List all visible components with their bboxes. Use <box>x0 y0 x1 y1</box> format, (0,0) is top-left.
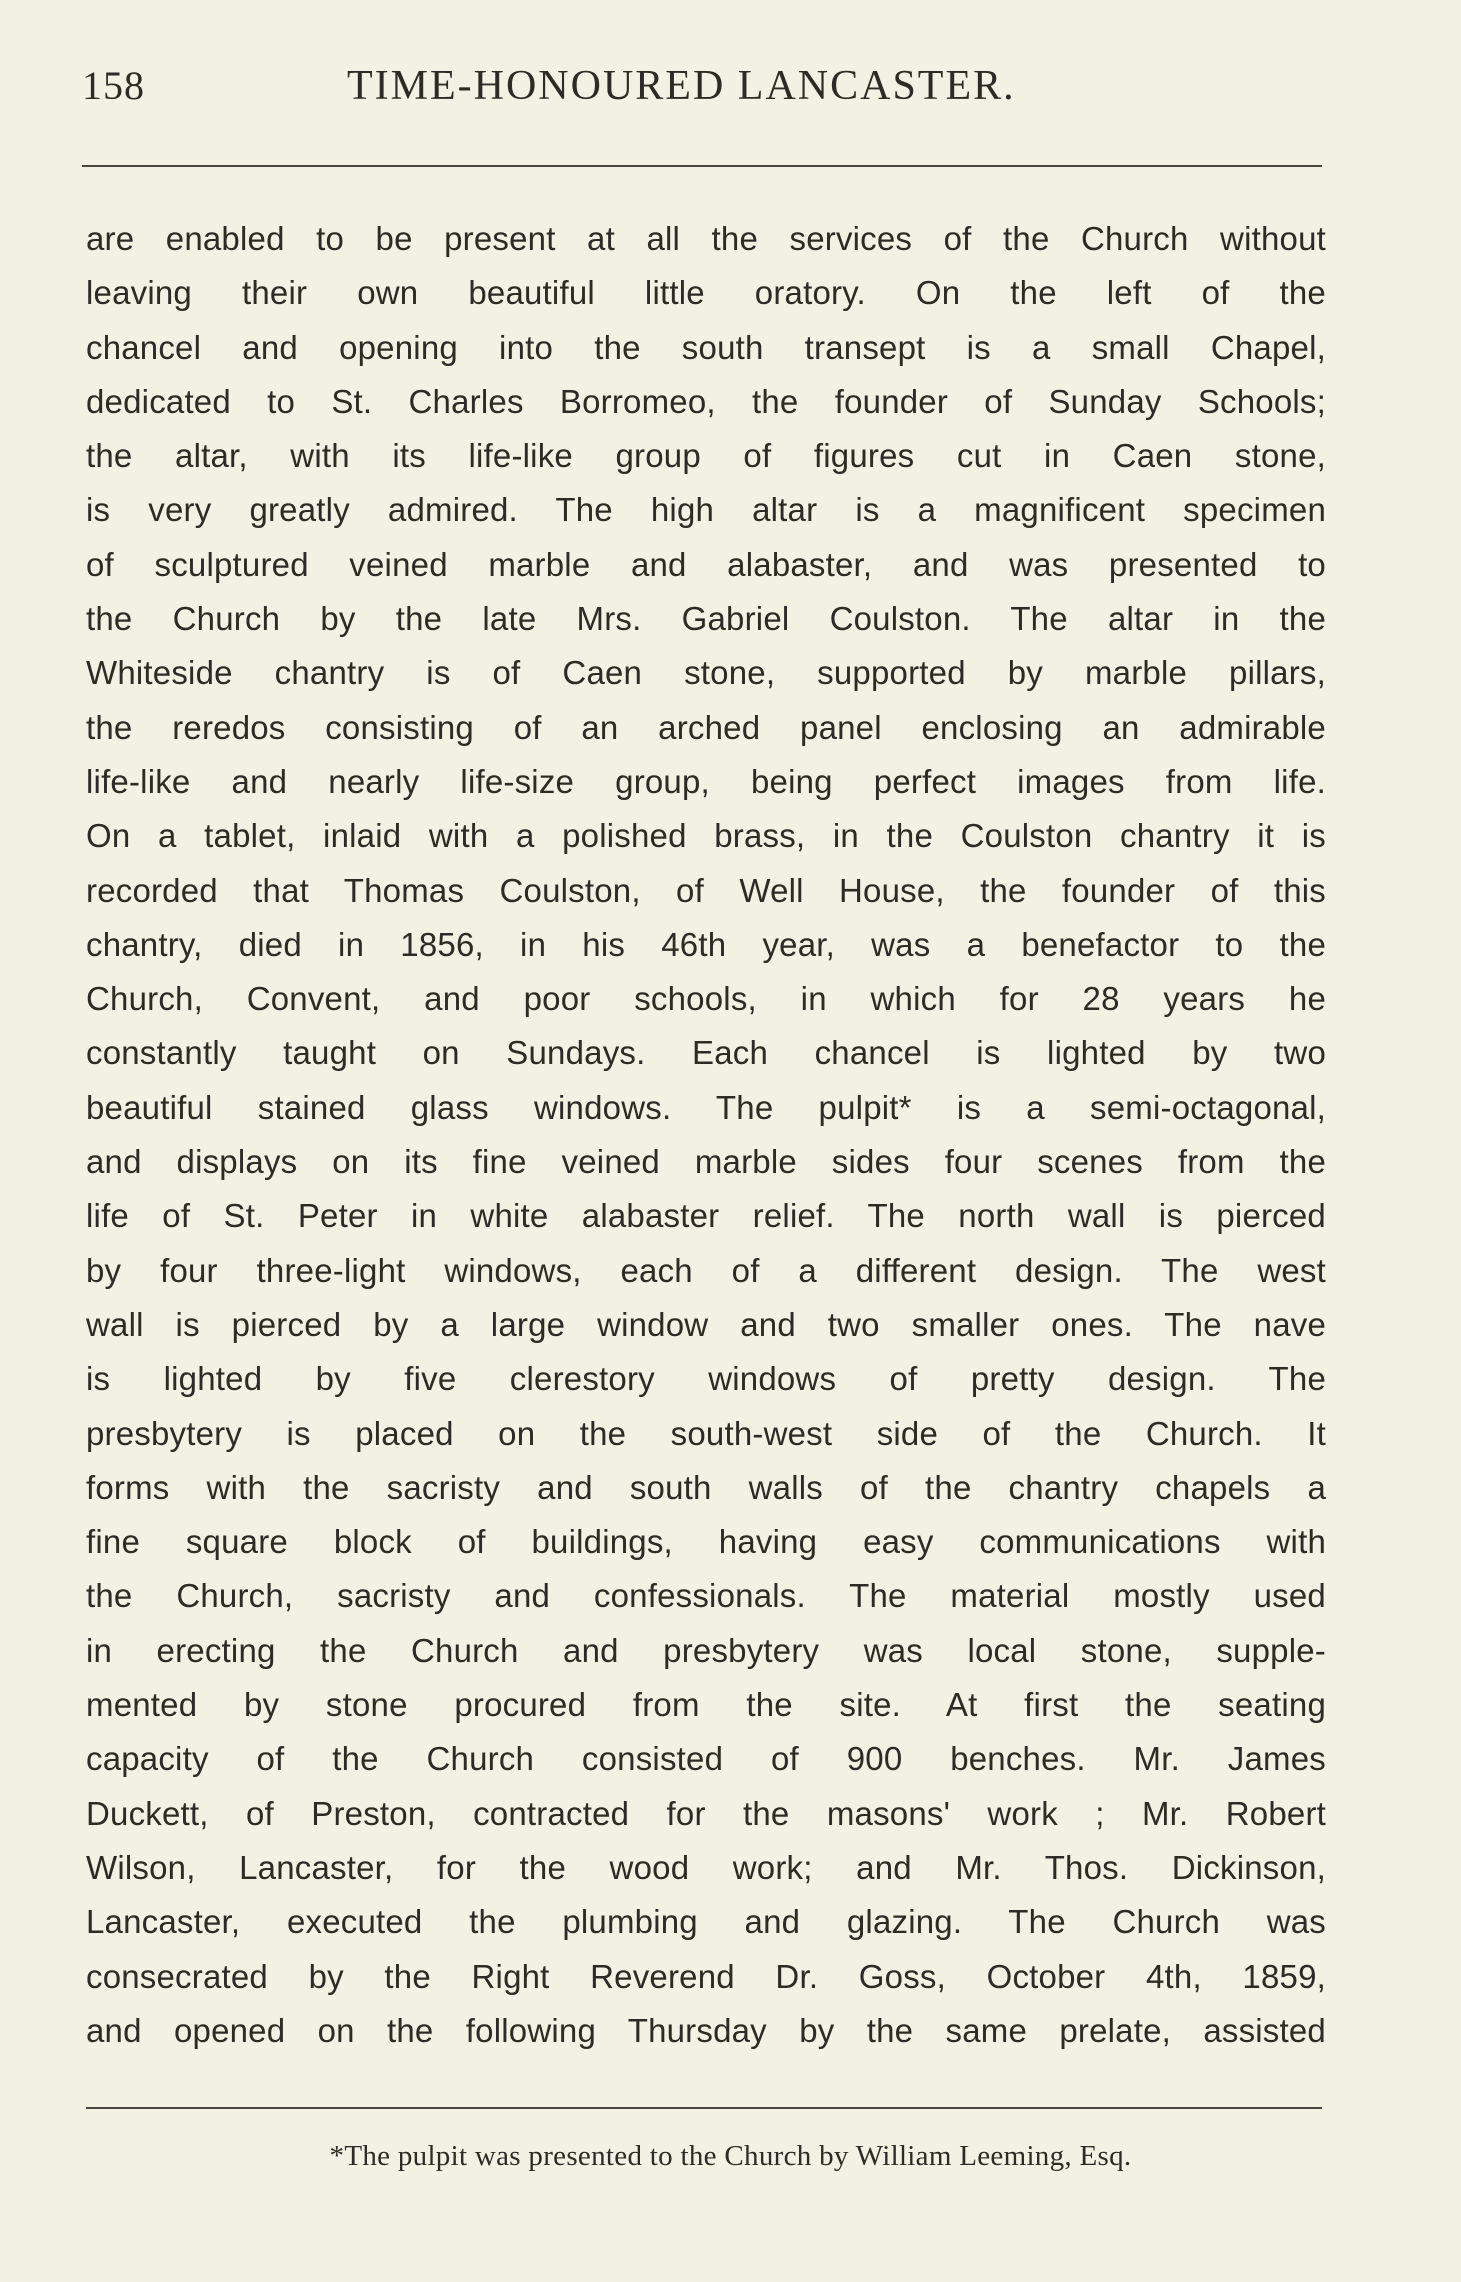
text-line: recorded that Thomas Coulston, of Well House, the founder of this <box>86 871 1326 909</box>
text-line: is very greatly admired. The high altar is a magnificent specimen <box>86 491 1326 529</box>
text-line: Duckett, of Preston, contracted for the masons' work ; Mr. Robert <box>86 1794 1326 1832</box>
footnote: *The pulpit was presented to the Church by William Leeming, Esq. <box>329 2140 1132 2172</box>
text-line: and displays on its fine veined marble sides four scenes from the <box>86 1143 1326 1181</box>
text-line: the Church, sacristy and confessionals. The material mostly used <box>86 1577 1326 1615</box>
text-line: constantly taught on Sundays. Each chancel is lighted by two <box>86 1034 1326 1072</box>
text-line: Whiteside chantry is of Caen stone, supported by marble pillars, <box>86 654 1326 692</box>
text-line: is lighted by five clerestory windows of pretty design. The <box>86 1360 1326 1398</box>
text-line: fine square block of buildings, having easy communications with <box>86 1523 1326 1561</box>
text-line: consecrated by the Right Reverend Dr. Goss, October 4th, 1859, <box>86 1957 1326 1995</box>
page-number: 158 <box>82 63 145 108</box>
text-line: Wilson, Lancaster, for the wood work; and Mr. Thos. Dickinson, <box>86 1848 1326 1886</box>
text-line: life-like and nearly life-size group, being perfect images from life. <box>86 762 1326 800</box>
text-line: and opened on the following Thursday by the same prelate, assisted <box>86 2011 1326 2049</box>
text-line: mented by stone procured from the site. At first the seating <box>86 1686 1326 1724</box>
footnote-rule <box>86 2107 1322 2109</box>
running-title: TIME-HONOURED LANCASTER. <box>347 63 1016 109</box>
text-line: the reredos consisting of an arched panel enclosing an admirable <box>86 708 1326 746</box>
text-line: beautiful stained glass windows. The pulpit* is a semi-octagonal, <box>86 1088 1326 1126</box>
text-line: by four three-light windows, each of a different design. The west <box>86 1251 1326 1289</box>
text-line: chancel and opening into the south transept is a small Chapel, <box>86 328 1326 366</box>
text-line: Lancaster, executed the plumbing and glazing. The Church was <box>86 1903 1326 1941</box>
text-line: chantry, died in 1856, in his 46th year, was a benefactor to the <box>86 925 1326 963</box>
text-line: Church, Convent, and poor schools, in which for 28 years he <box>86 980 1326 1018</box>
header-rule <box>82 165 1322 167</box>
text-line: wall is pierced by a large window and two smaller ones. The nave <box>86 1305 1326 1343</box>
text-line: presbytery is placed on the south-west side of the Church. It <box>86 1414 1326 1452</box>
running-head <box>82 62 1322 122</box>
text-line: dedicated to St. Charles Borromeo, the founder of Sunday Schools; <box>86 382 1326 420</box>
text-line: On a tablet, inlaid with a polished brass, in the Coulston chantry it is <box>86 817 1326 855</box>
text-line: the Church by the late Mrs. Gabriel Coulston. The altar in the <box>86 600 1326 638</box>
body-text <box>86 212 1326 2058</box>
text-line: are enabled to be present at all the services of the Church without <box>86 220 1326 257</box>
text-line: capacity of the Church consisted of 900 benches. Mr. James <box>86 1740 1326 1778</box>
text-line: leaving their own beautiful little oratory. On the left of the <box>86 274 1326 312</box>
text-line: life of St. Peter in white alabaster relief. The north wall is pierced <box>86 1197 1326 1235</box>
text-line: forms with the sacristy and south walls of the chantry chapels a <box>86 1468 1326 1506</box>
text-line: in erecting the Church and presbytery was local stone, supple- <box>86 1631 1326 1669</box>
text-line: the altar, with its life-like group of figures cut in Caen stone, <box>86 437 1326 475</box>
text-line: of sculptured veined marble and alabaster, and was presented to <box>86 545 1326 583</box>
